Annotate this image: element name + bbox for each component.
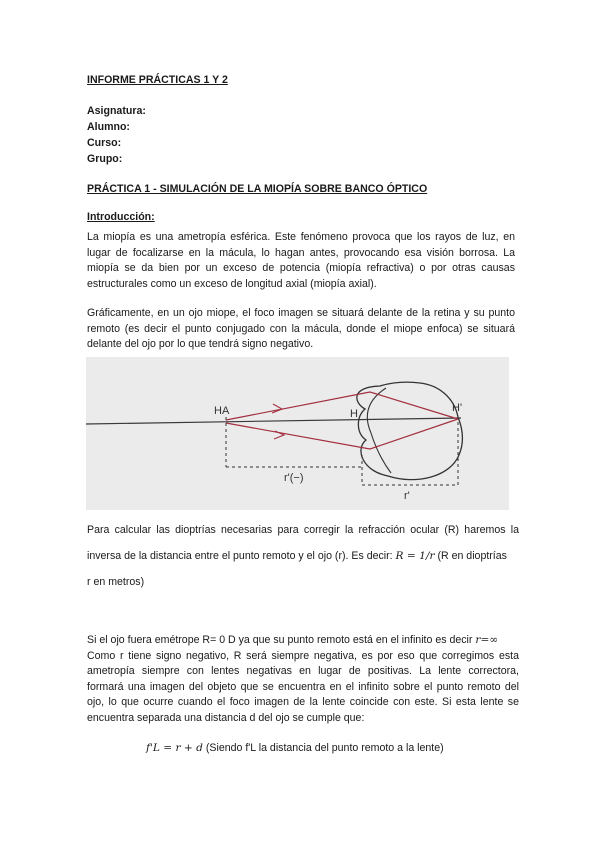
- label-hprime: H': [452, 402, 463, 414]
- label-r-neg: r'(−): [284, 472, 304, 484]
- intro-heading: Introducción:: [87, 211, 155, 223]
- field-course: Curso:: [87, 137, 122, 149]
- formula-note: (Siendo f'L la distancia del punto remoto a la lente): [202, 742, 444, 754]
- label-r-prime: r': [404, 490, 410, 502]
- field-student: Alumno:: [87, 121, 130, 133]
- paragraph-line: La miopía es una ametropía esférica. Este fenómeno provoca que los rayos de luz, en: [87, 231, 515, 243]
- paragraph-text: inversa de la distancia entre el punto remoto y el ojo (r). Es decir:: [87, 550, 396, 562]
- lens-formula-line: [146, 741, 444, 757]
- paragraph-line: estructurales como un exceso de longitud axial (miopía axial).: [87, 278, 377, 291]
- paragraph-line: delante del ojo por lo que tendrá signo negativo.: [87, 338, 314, 351]
- diopter-paragraph: [87, 524, 519, 602]
- graphic-paragraph: [87, 307, 515, 354]
- intro-paragraph: [87, 231, 515, 294]
- emmetrope-paragraph: [87, 634, 519, 728]
- paragraph-text: (R en dioptrías: [434, 550, 507, 562]
- paragraph-line: r en metros): [87, 576, 145, 588]
- myopia-eye-diagram: [86, 357, 509, 510]
- formula-fl: f'L = r + d: [146, 742, 203, 754]
- paragraph-line: [87, 634, 519, 650]
- paragraph-line: formará una imagen del objeto que se encuentra en el infinito sobre el punto remoto del: [87, 680, 519, 693]
- paragraph-line: Para calcular las dioptrías necesarias para corregir la refracción ocular (R) haremos la: [87, 524, 519, 536]
- paragraph-line: [87, 550, 519, 576]
- paragraph-line: encuentra separada una distancia d del ojo se cumple que:: [87, 711, 365, 724]
- label-h: H: [350, 408, 358, 420]
- paragraph-line: ojo, lo que ocurre cuando el foco imagen de la lente coincide con este. Si esta lente se: [87, 696, 519, 709]
- paragraph-line: remoto (es decir el punto conjugado con la mácula, donde el miope enfoca) se situará: [87, 322, 515, 335]
- paragraph-line: Como r tiene signo negativo, R será siempre negativa, es por eso que corregimos esta: [87, 649, 519, 662]
- report-title: INFORME PRÁCTICAS 1 Y 2: [87, 74, 228, 86]
- paragraph-line: lugar de focalizarse en la mácula, lo hagan antes, provocando esa visión borrosa. La: [87, 246, 515, 259]
- paragraph-line: ametropía siempre con lentes negativas en lugar de positivas. La lente correctora,: [87, 665, 519, 678]
- formula-r: R = 1/r: [395, 550, 435, 562]
- paragraph-line: Gráficamente, en un ojo miope, el foco imagen se situará delante de la retina y su punto: [87, 307, 515, 319]
- formula-r-infinity: r=∞: [475, 634, 499, 646]
- paragraph-line: miopía se da bien por un exceso de potencia (miopía refractiva) o por otras causas: [87, 262, 515, 275]
- paragraph-text: Si el ojo fuera emétrope R= 0 D ya que su punto remoto está en el infinito es decir: [87, 634, 476, 646]
- label-ha: HA: [214, 405, 230, 417]
- field-subject: Asignatura:: [87, 105, 146, 117]
- practice-title: PRÁCTICA 1 - SIMULACIÓN DE LA MIOPÍA SOBRE BANCO ÓPTICO: [87, 183, 428, 195]
- field-group: Grupo:: [87, 153, 123, 165]
